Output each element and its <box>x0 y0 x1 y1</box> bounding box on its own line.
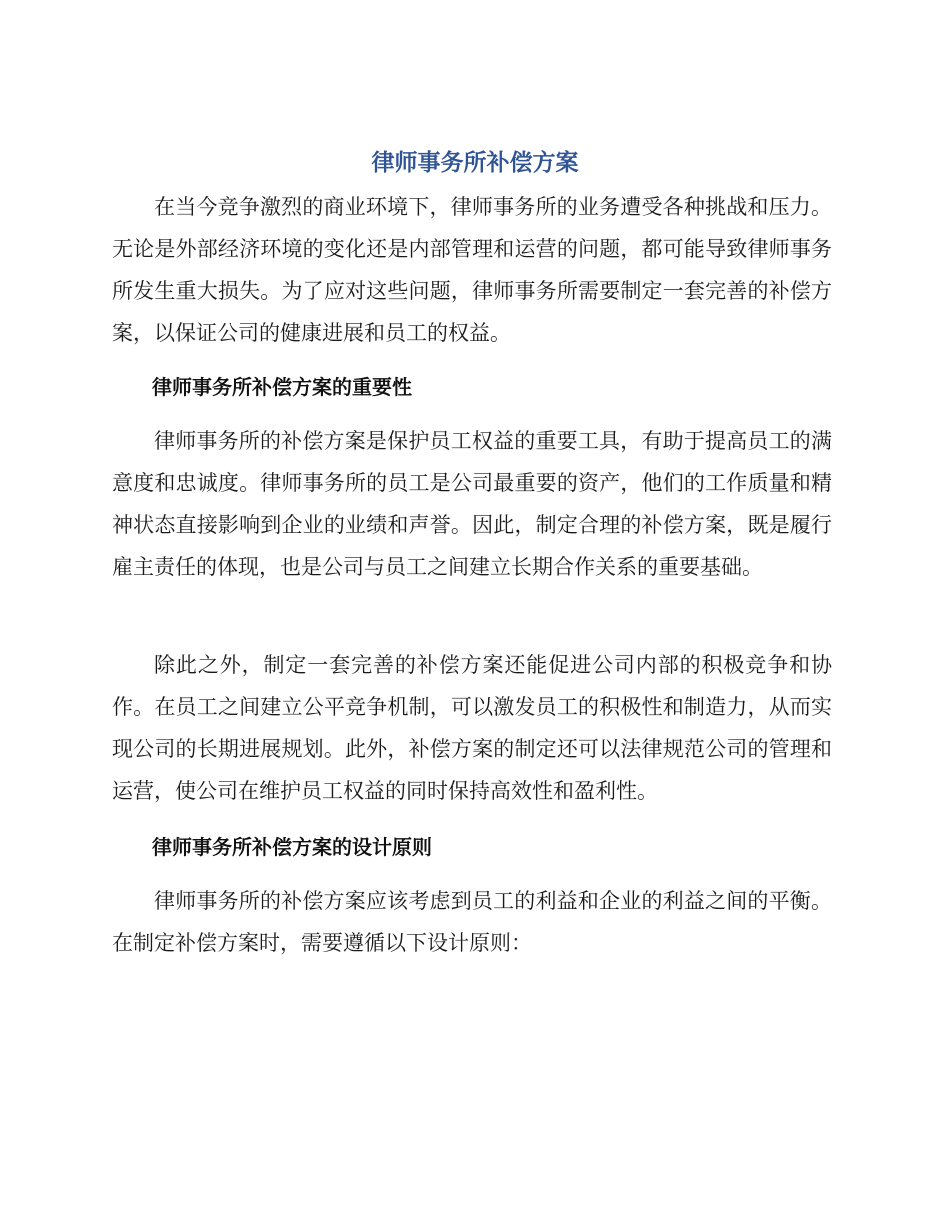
section-heading-importance <box>112 366 832 408</box>
principles-paragraph <box>112 880 832 964</box>
paragraph-text: 在当今竞争激烈的商业环境下，律师事务所的业务遭受各种挑战和压力。无论是外部经济环境的变化还是内部管理和运营的问题，都可能导致律师事务所发生重大损失。为了应对这些问题，律师事务所需要制定一套完善的补偿方案，以保证公司的健康进展和员工的权益。 <box>112 195 832 345</box>
page-title: 律师事务所补偿方案 <box>371 150 579 176</box>
paragraph-text: 除此之外，制定一套完善的补偿方案还能促进公司内部的积极竞争和协作。在员工之间建立公平竞争机制，可以激发员工的积极性和制造力，从而实现公司的长期进展规划。此外，补偿方案的制定还可以法律规范公司的管理和运营，使公司在维护员工权益的同时保持高效性和盈利性。 <box>112 653 832 803</box>
intro-paragraph <box>112 186 832 354</box>
heading-text: 律师事务所补偿方案的重要性 <box>152 375 412 399</box>
paragraph-text: 律师事务所的补偿方案应该考虑到员工的利益和企业的利益之间的平衡。在制定补偿方案时，需要遵循以下设计原则： <box>112 889 832 955</box>
heading-text: 律师事务所补偿方案的设计原则 <box>152 835 432 859</box>
importance-paragraph-2 <box>112 644 832 812</box>
importance-paragraph-1 <box>112 420 832 588</box>
paragraph-text: 律师事务所的补偿方案是保护员工权益的重要工具，有助于提高员工的满意度和忠诚度。律师事务所的员工是公司最重要的资产，他们的工作质量和精神状态直接影响到企业的业绩和声誉。因此，制定合理的补偿方案，既是履行雇主责任的体现，也是公司与员工之间建立长期合作关系的重要基础。 <box>112 429 832 579</box>
section-heading-principles <box>112 826 832 868</box>
